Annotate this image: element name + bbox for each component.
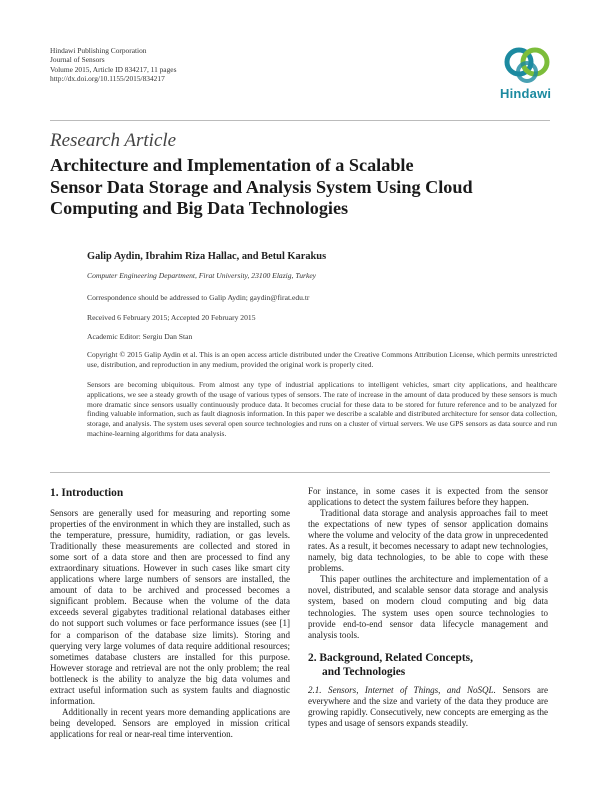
paragraph: Traditional data storage and analysis approaches fail to meet the expectations of new types of sensor application domains where the volume and velocity of the data grow in unprecedented rates. As a result, it becomes necessary to adapt new technologies, namely, big data technologies, to be able to cope with these problems. — [308, 508, 548, 574]
title-line: Sensor Data Storage and Analysis System Using Cloud — [50, 176, 473, 197]
affiliation: Computer Engineering Department, Firat University, 23100 Elazig, Turkey — [87, 271, 317, 280]
doi-link[interactable]: http://dx.doi.org/10.1155/2015/834217 — [50, 74, 165, 84]
title-line: Architecture and Implementation of a Scalable — [50, 155, 414, 175]
paragraph: This paper outlines the architecture and implementation of a novel, distributed, and scalable sensor data storage and analysis system, based on modern cloud computing and big data technologies. The system uses open source technologies to provide end-to-end sensor data lifecycle management and analysis tools. — [308, 574, 548, 640]
subsection-text: Sensors are everywhere and the size and variety of the data they produce are growing rapidly. Consecutively, new concepts are emerging as the types and usage of sensors expands steadily. — [308, 684, 548, 728]
journal-name: Journal of Sensors — [50, 55, 105, 65]
article-type: Research Article — [50, 130, 177, 151]
title-line: Computing and Big Data Technologies — [50, 198, 349, 218]
journal-meta — [50, 46, 176, 84]
subsection-paragraph — [308, 685, 548, 729]
received-dates: Received 6 February 2015; Accepted 20 February 2015 — [87, 313, 256, 322]
section-heading — [308, 651, 548, 679]
abstract-divider — [50, 472, 550, 473]
copyright-notice: Copyright © 2015 Galip Aydin et al. This is an open access article distributed under the Creative Commons Attribution License, which permits unrestricted use, distribution, and reproduction in any medium, provided the original work is properly cited. — [87, 350, 557, 369]
academic-editor: Academic Editor: Sergiu Dan Stan — [87, 332, 193, 341]
correspondence: Correspondence should be addressed to Galip Aydin; gaydin@firat.edu.tr — [87, 293, 310, 302]
paragraph: Additionally in recent years more demanding applications are being developed. Sensors are employed in mission critical applications for real or near-real time intervention. — [50, 706, 290, 739]
right-column — [308, 486, 548, 729]
left-column — [50, 486, 290, 740]
publisher-name: Hindawi Publishing Corporation — [50, 46, 147, 55]
paragraph: Sensors are generally used for measuring and reporting some properties of the environment in which they are installed, such as the temperature, pressure, humidity, radiation, or gas levels. Traditionally these measurements are collected and stored in some sort of a data store and then are processed to find any extraordinary situations. However in such cases like smart city applications where large numbers of sensors are installed, the amount of data to be archived and processed becomes a significant problem. Because when the volume of the data exceeds several gigabytes traditional relational databases either do not support such volumes or face performance issues (see [1] for a comparison of the database size limits). Storing and querying very large volumes of data require additional resources; sometimes database clusters are installed for this purpose. However storage and retrieval are not the only problem; the real bottleneck is the ability to analyze the big data volumes and extract useful information such as system faults and diagnostic information. — [50, 508, 290, 706]
section-heading: 1. Introduction — [50, 487, 124, 499]
section-heading-line: 2. Background, Related Concepts, — [308, 651, 473, 664]
paragraph: For instance, in some cases it is expected from the sensor applications to detect the system failures before they happen. — [308, 486, 548, 508]
subsection-title: 2.1. Sensors, Internet of Things, and NoSQL. — [308, 684, 496, 695]
abstract: Sensors are becoming ubiquitous. From almost any type of industrial applications to intelligent vehicles, smart city applications, and healthcare applications, we see a steady growth of the usage of various types of sensors. The rate of increase in the amount of data produced by these sensors is much more dramatic since sensors usually continuously produce data. It becomes crucial for these data to be stored for future reference and to be analyzed for finding valuable information, such as fault diagnosis information. In this paper we describe a scalable and distributed architecture for sensor data collection, storage, and analysis. The system uses several open source technologies and runs on a cluster of virtual servers. We use GPS sensors as data source and run machine-learning algorithms for data analysis. — [87, 380, 557, 438]
volume-info: Volume 2015, Article ID 834217, 11 pages — [50, 64, 177, 74]
hindawi-logo-text: Hindawi — [500, 86, 552, 101]
header-divider — [50, 120, 550, 121]
section-heading-line: and Technologies — [322, 665, 406, 678]
article-title — [50, 155, 530, 220]
author-list: Galip Aydin, Ibrahim Riza Hallac, and Betul Karakus — [87, 251, 327, 262]
